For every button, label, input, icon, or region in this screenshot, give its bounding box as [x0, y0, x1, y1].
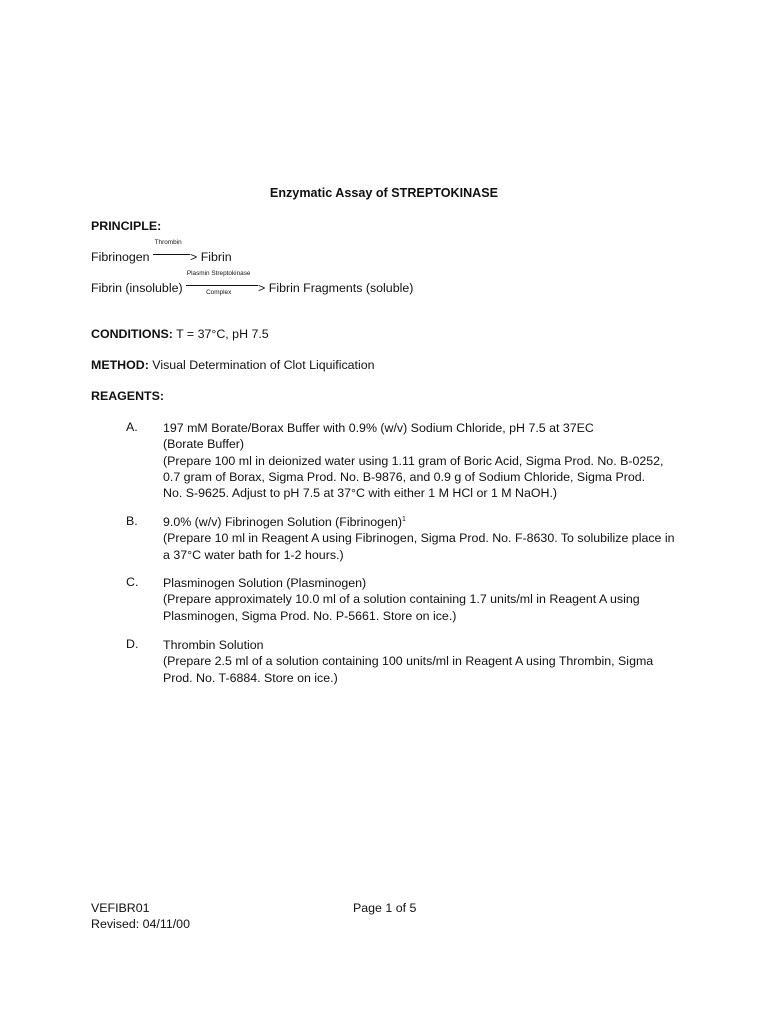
footer-page-number: Page 1 of 5	[353, 901, 417, 915]
conditions-text: T = 37°C, pH 7.5	[176, 327, 269, 341]
footer-doc-code: VEFIBR01	[91, 901, 150, 915]
reagent-d-line: (Prepare 2.5 ml of a solution containing 100 units/ml in Reagent A using Thrombin, Sigma	[163, 654, 654, 669]
method-heading: METHOD:	[91, 358, 149, 372]
reagent-d-body	[163, 637, 653, 686]
reagent-b-line: a 37°C water bath for 1-2 hours.)	[163, 547, 344, 562]
reagent-b-letter: B.	[126, 514, 138, 528]
reaction-1-product: Fibrin	[200, 250, 232, 264]
reagent-b-body	[163, 514, 675, 563]
reaction-1-arrow: Thrombin >	[154, 239, 198, 264]
reagent-d-line: Thrombin Solution	[163, 638, 264, 652]
reaction-2-arrow: Plasmin Streptokinase > Complex	[186, 270, 266, 296]
reagent-a-line: (Prepare 100 ml in deionized water using 1.11 gram of Boric Acid, Sigma Prod. No. B-0252,	[163, 453, 664, 468]
reagent-c-body	[163, 575, 640, 624]
reagent-a-letter: A.	[126, 420, 138, 434]
reagent-a-line: 197 mM Borate/Borax Buffer with 0.9% (w/v) Sodium Chloride, pH 7.5 at 37EC	[163, 421, 594, 435]
reaction-1	[91, 239, 232, 264]
reaction-2-product: Fibrin Fragments (soluble)	[268, 281, 414, 295]
reaction-2	[91, 270, 414, 296]
reaction-2-arrow-label-bottom: Complex	[206, 289, 232, 296]
reagent-d-letter: D.	[126, 637, 139, 651]
reagent-a-line: 0.7 gram of Borax, Sigma Prod. No. B-9876, and 0.9 g of Sodium Chloride, Sigma Prod.	[163, 469, 646, 484]
reagent-a-line: No. S-9625. Adjust to pH 7.5 at 37°C with either 1 M HCl or 1 M NaOH.)	[163, 486, 558, 501]
method-line	[91, 358, 375, 372]
reagent-b-line: (Prepare 10 ml in Reagent A using Fibrinogen, Sigma Prod. No. F-8630. To solubilize place in	[163, 531, 675, 546]
reaction-2-arrow-label-top: Plasmin Streptokinase	[186, 270, 251, 277]
reaction-2-reactant: Fibrin (insoluble)	[91, 281, 183, 295]
reagent-c-line: Plasminogen, Sigma Prod. No. P-5661. Store on ice.)	[163, 608, 457, 623]
reagent-c-letter: C.	[126, 575, 139, 589]
reagents-heading: REAGENTS:	[91, 389, 164, 403]
document-title: Enzymatic Assay of STREPTOKINASE	[269, 186, 499, 200]
principle-heading: PRINCIPLE:	[91, 219, 162, 233]
footnote-marker: 1	[401, 516, 406, 523]
conditions-line	[91, 327, 269, 341]
reaction-1-arrow-label: Thrombin	[154, 239, 182, 246]
footer-revised-date: Revised: 04/11/00	[91, 917, 190, 931]
reagent-b-line: 9.0% (w/v) Fibrinogen Solution (Fibrinogen)$^1$	[163, 515, 406, 529]
reagent-c-line: Plasminogen Solution (Plasminogen)	[163, 576, 367, 590]
reaction-1-reactant: Fibrinogen	[91, 250, 150, 264]
reagent-a-body	[163, 420, 663, 501]
reagent-d-line: Prod. No. T-6884. Store on ice.)	[163, 670, 338, 685]
reagent-c-line: (Prepare approximately 10.0 ml of a solution containing 1.7 units/ml in Reagent A using	[163, 592, 640, 607]
reagent-a-line: (Borate Buffer)	[163, 437, 245, 452]
conditions-heading: CONDITIONS:	[91, 327, 173, 341]
method-text: Visual Determination of Clot Liquification	[152, 358, 375, 372]
